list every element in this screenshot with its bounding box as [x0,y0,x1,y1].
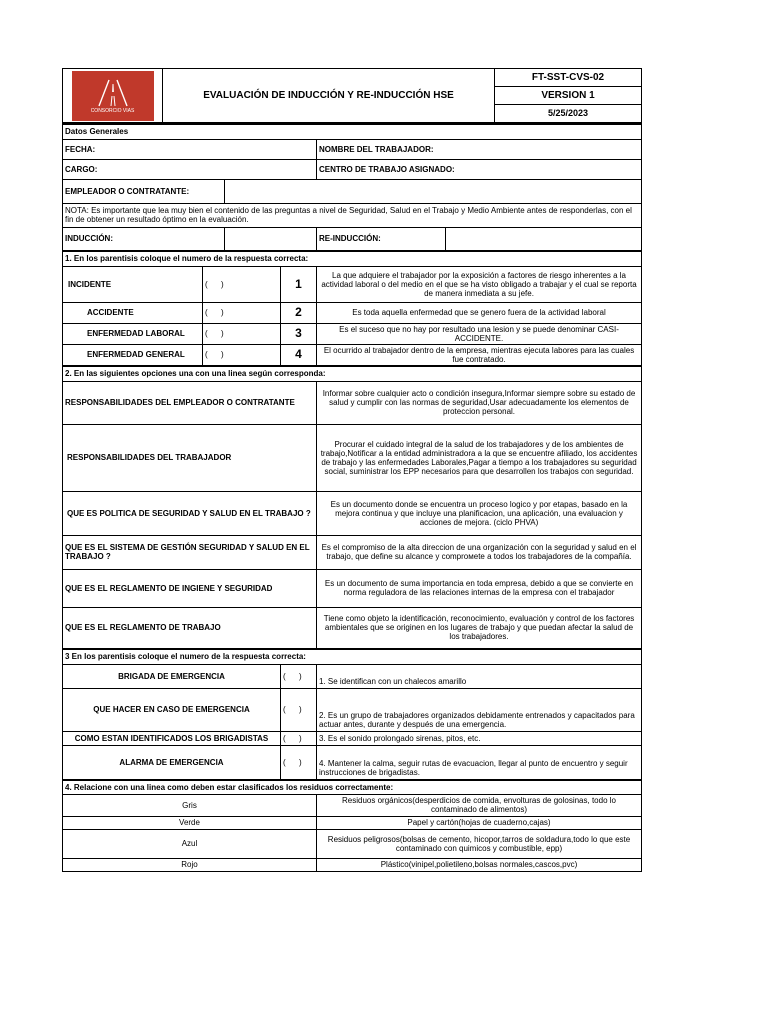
q3-table [62,649,642,780]
q3-answer-blank[interactable]: ( ) [281,745,317,779]
q1-number: 2 [281,302,317,323]
q1-term: ENFERMEDAD LABORAL [63,323,203,344]
q3-term: QUE HACER EN CASO DE EMERGENCIA [63,688,281,731]
q4-table [62,780,642,872]
general-section-title: Datos Generales [63,124,642,139]
logo [63,69,163,123]
q1-row [63,266,642,302]
q3-definition: 3. Es el sonido prolongado sirenas, pitos, etc. [317,731,642,745]
cargo-field[interactable]: CARGO: [63,159,317,179]
road-logo-icon [91,78,135,108]
induccion-field[interactable] [225,227,317,250]
form-version: VERSION 1 [495,87,642,105]
q4-color: Azul [63,829,317,858]
q3-definition: 1. Se identifican con un chalecos amarillo [317,664,642,688]
centro-field[interactable]: CENTRO DE TRABAJO ASIGNADO: [317,159,642,179]
q2-definition: Procurar el cuidado integral de la salud de los trabajadores y de los ambientes de trabajo,Notificar a la entidad administradora a la que se encuentre afiliado, los accidentes de trabajo y las enfermedades Laborales,Pagar a tiempo a los trabajadores su seguridad social, suministrar los EPP necesarios para que desarrollen los trabajos con seguridad. [317,424,642,491]
q2-definition: Es un documento donde se encuentra un proceso logico y por etapas, basado en la mejora continua y que incluye una planificacion, una aplicación, una evaluacion y acciones de mejora. (ciclo PHVA) [317,491,642,535]
q1-number: 3 [281,323,317,344]
q1-row [63,302,642,323]
q2-term: RESPONSABILIDADES DEL EMPLEADOR O CONTRATANTE [63,381,317,424]
q4-color: Gris [63,794,317,816]
q4-definition: Residuos orgánicos(desperdicios de comida, envolturas de golosinas, todo lo contaminado de alimentos) [317,794,642,816]
header-table [62,68,642,123]
q1-answer-blank[interactable]: ( ) [203,323,281,344]
q1-definition: Es toda aquella enfermedad que se genero fuera de la actividad laboral [317,302,642,323]
q2-term: QUE ES EL REGLAMENTO DE INGIENE Y SEGURIDAD [63,569,317,607]
q2-term: QUE ES EL REGLAMENTO DE TRABAJO [63,607,317,648]
q2-term: RESPONSABILIDADES DEL TRABAJADOR [63,424,317,491]
q1-number: 1 [281,266,317,302]
q2-table [62,366,642,649]
q2-definition: Tiene como objeto la identificación, reconocimiento, evaluación y control de los factores ambientales que se originen en los lugares de trabajo y que puedan afectar la salud de los trabajadores. [317,607,642,648]
reinduccion-field[interactable] [446,227,642,250]
q1-definition: El ocurrido al trabajador dentro de la empresa, mientras ejecuta labores para las cuales fue contratado. [317,344,642,365]
q2-definition: Es el compromiso de la alta direccion de una organización con la seguridad y salud en el trabajo, que define su alcance y comprомete a todos los trabajadores de la compañía. [317,535,642,569]
q2-title: 2. En las siguientes opciones una con una linea según corresponda: [63,366,642,381]
q3-term: COMO ESTAN IDENTIFICADOS LOS BRIGADISTAS [63,731,281,745]
q1-term: ENFERMEDAD GENERAL [63,344,203,365]
q3-definition: 4. Mantener la calma, seguir rutas de evacuacion, llegar al punto de encuentro y seguir instrucciones de brigadistas. [317,745,642,779]
q3-title: 3 En los parentisis coloque el numero de la respuesta correcta: [63,649,642,664]
q1-definition: La que adquiere el trabajador por la exposición a factores de riesgo inherentes a la actividad laboral o del medio en el que se ha visto obligado a trabajar y el cual se reporta de manera inmediata a su jefe. [317,266,642,302]
q1-term: ACCIDENTE [63,302,203,323]
fecha-field[interactable]: FECHA: [63,139,317,159]
form-code: FT-SST-CVS-02 [495,69,642,87]
q1-definition: Es el suceso que no hay por resultado una lesion y se puede denominar CASI-ACCIDENTE. [317,323,642,344]
q1-table [62,251,642,366]
q4-color: Rojo [63,858,317,871]
empleador-field[interactable] [225,179,642,203]
nota-text: NOTA: Es importante que lea muy bien el contenido de las preguntas a nivel de Seguridad, Salud en el Trabajo y Medio Ambiente antes de responderlas, con el fin de obtener un resultado óptimo en la evaluación. [63,203,642,227]
q1-number: 4 [281,344,317,365]
q4-definition: Plástico(vinipel,polietileno,bolsas normales,cascos,pvc) [317,858,642,871]
q4-definition: Residuos peligrosos(bolsas de cemento, hicopor,tarros de soldadura,todo lo que este contaminado con quimicos y combustible, epp) [317,829,642,858]
q3-definition: 2. Es un grupo de trabajadores organizados debidamente entrenados y capacitados para actuar antes, durante y después de una emergencia. [317,688,642,731]
q2-term: QUE ES POLITICA DE SEGURIDAD Y SALUD EN EL TRABAJO ? [63,491,317,535]
empleador-label: EMPLEADOR O CONTRATANTE: [63,179,225,203]
q2-term: QUE ES EL SISTEMA DE GESTIÓN SEGURIDAD Y SALUD EN EL TRABAJO ? [63,535,317,569]
q2-definition: Informar sobre cualquier acto o condición insegura,Informar siempre sobre su estado de salud y cumplir con las normas de seguridad,Usar adecuadamente los elementos de proteccion personal. [317,381,642,424]
form-date: 5/25/2023 [495,105,642,123]
q1-answer-blank[interactable]: ( ) [203,266,281,302]
induccion-label: INDUCCIÓN: [63,227,225,250]
q1-row [63,344,642,365]
q3-term: BRIGADA DE EMERGENCIA [63,664,281,688]
q3-term: ALARMA DE EMERGENCIA [63,745,281,779]
q3-answer-blank[interactable]: ( ) [281,664,317,688]
form-title: EVALUACIÓN DE INDUCCIÓN Y RE-INDUCCIÓN HSE [163,69,495,123]
q1-answer-blank[interactable]: ( ) [203,302,281,323]
q1-term: INCIDENTE [63,266,203,302]
q4-title: 4. Relacione con una linea como deben estar clasificados los residuos correctamente: [63,780,642,794]
q4-color: Verde [63,816,317,829]
q2-definition: Es un documento de suma importancia en toda empresa, debido a que se convierte en norma reguladora de las relaciones internas de la empresa con el trabajador [317,569,642,607]
evaluation-form [62,68,641,872]
nombre-field[interactable]: NOMBRE DEL TRABAJADOR: [317,139,642,159]
general-table [62,123,642,251]
q4-definition: Papel y cartón(hojas de cuaderno,cajas) [317,816,642,829]
q1-title: 1. En los parentisis coloque el numero de la respuesta correcta: [63,251,642,266]
logo-text: CONSORCIO VIAS [90,107,135,114]
reinduccion-label: RE-INDUCCIÓN: [317,227,446,250]
q3-answer-blank[interactable]: ( ) [281,688,317,731]
q1-row [63,323,642,344]
q1-answer-blank[interactable]: ( ) [203,344,281,365]
q3-answer-blank[interactable]: ( ) [281,731,317,745]
